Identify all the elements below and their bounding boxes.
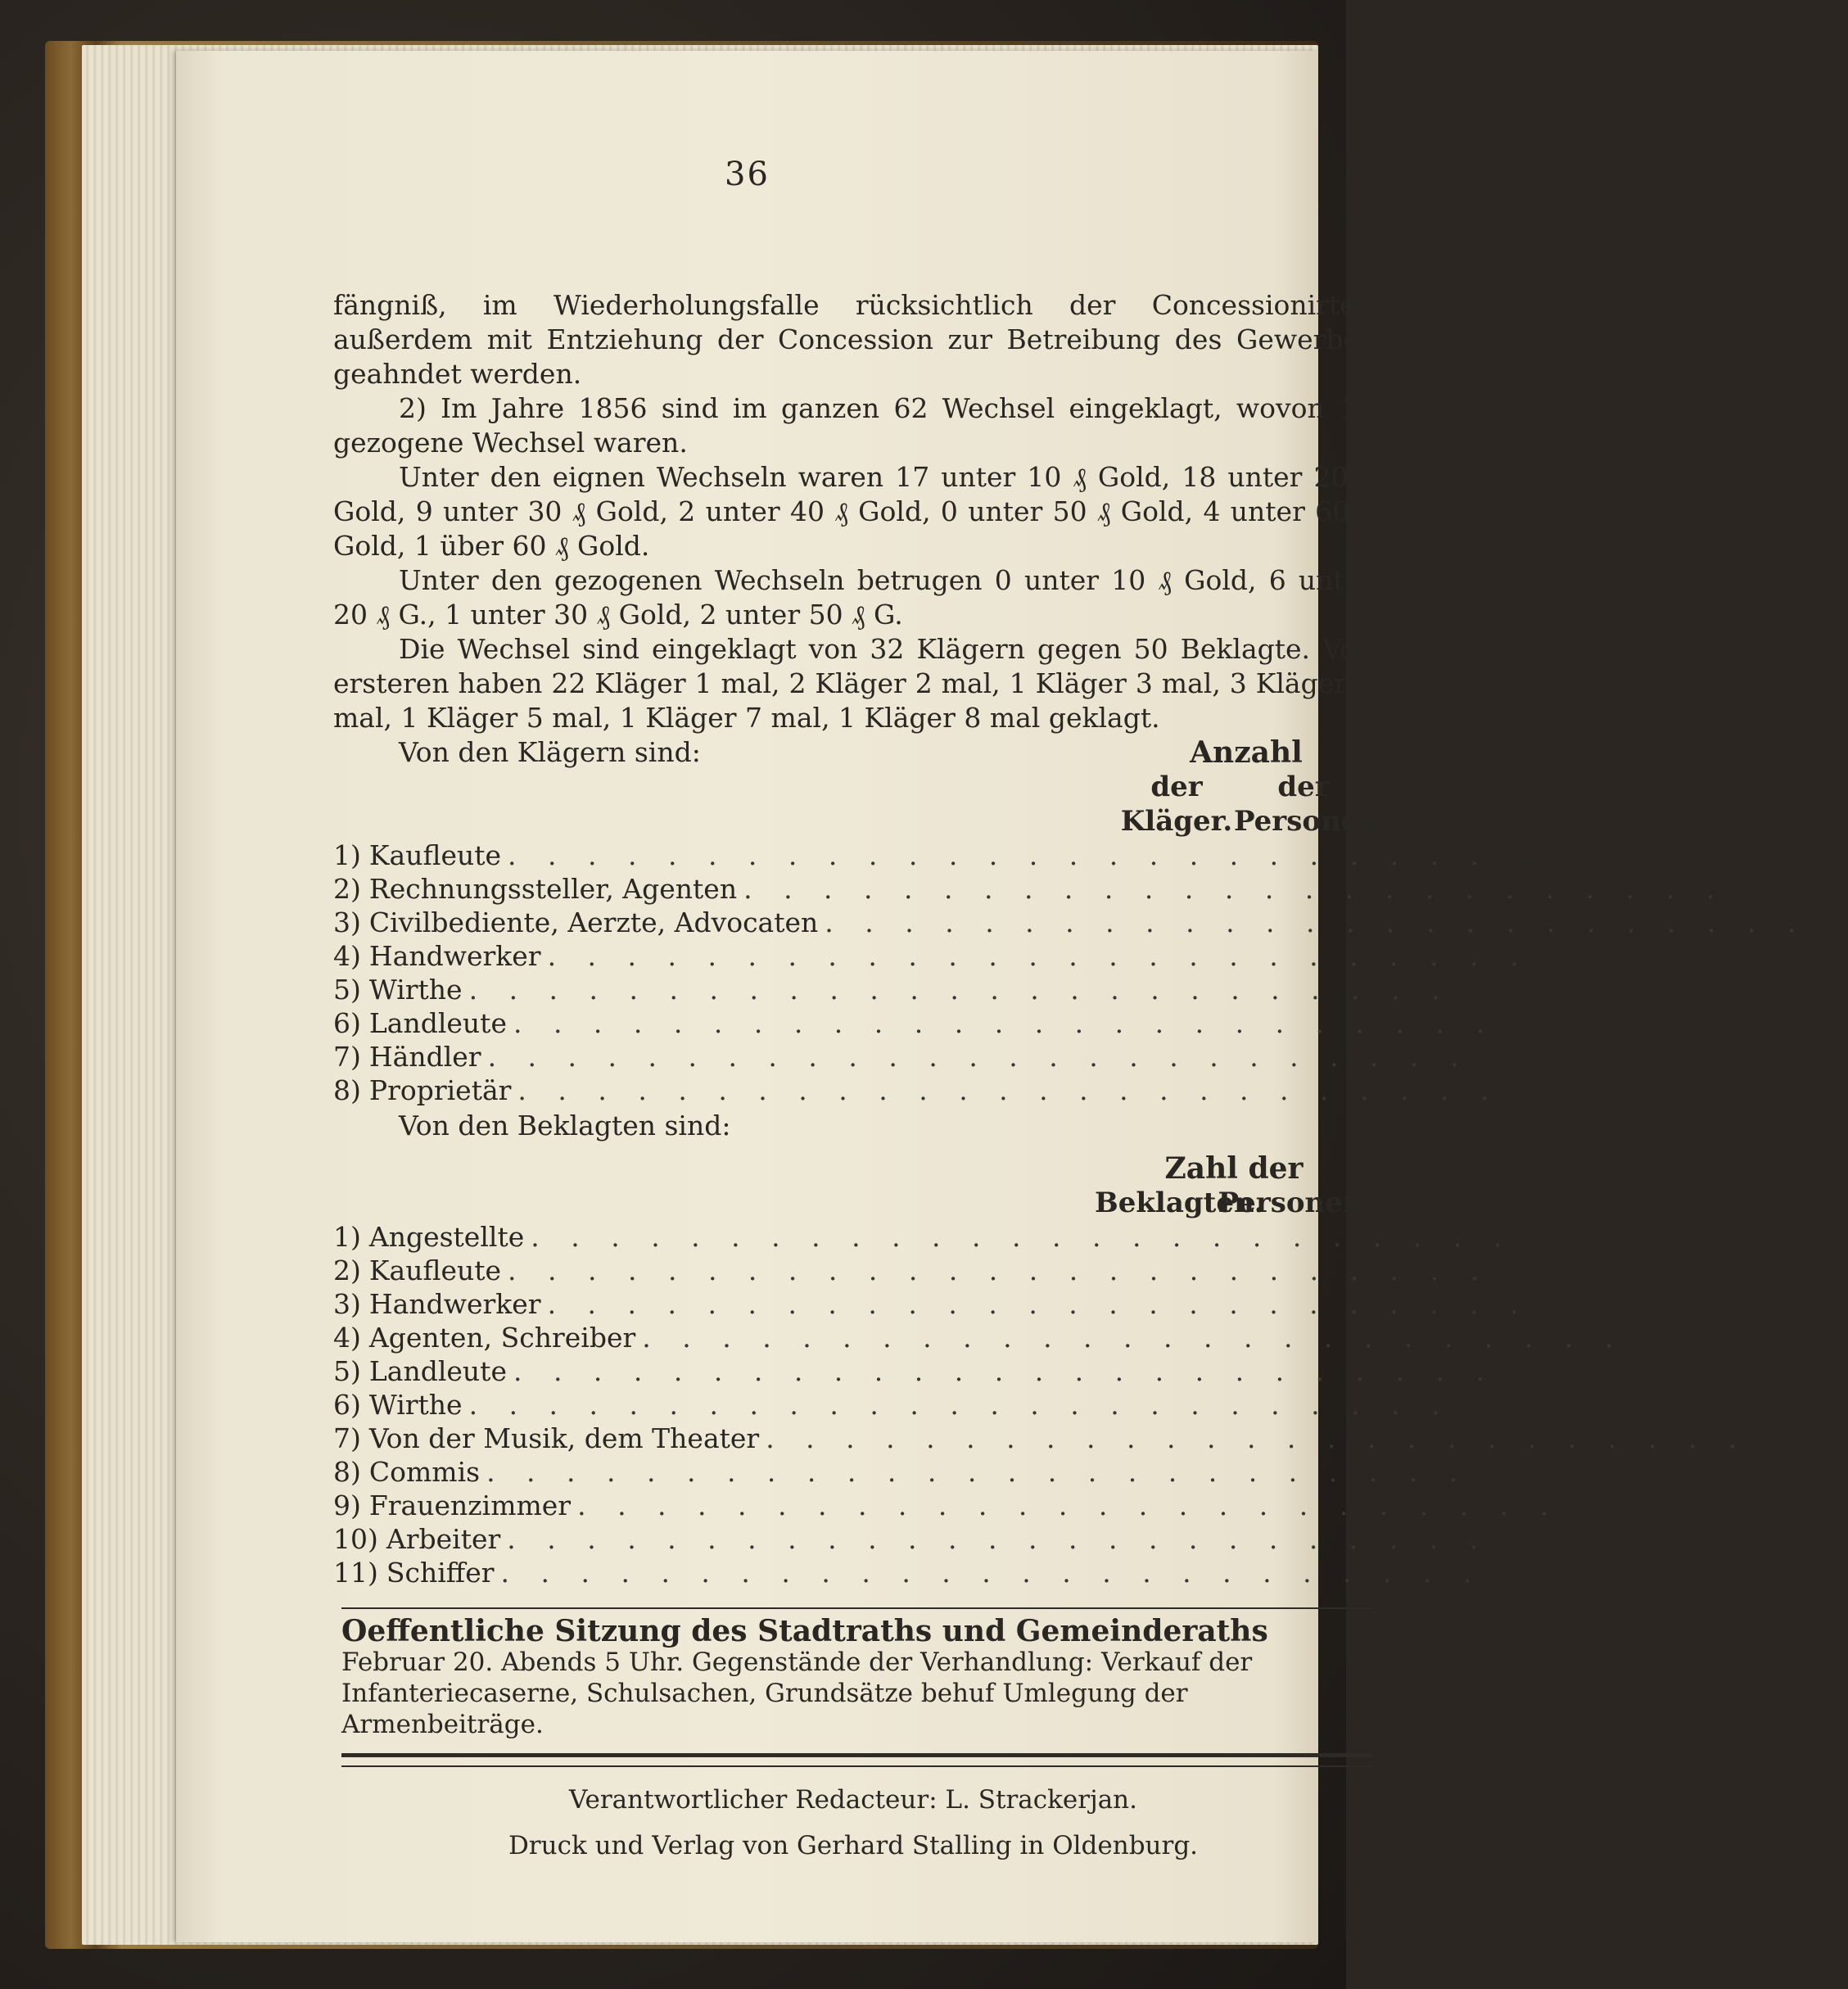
- plaintiffs-row-label: Kaufleute: [368, 839, 502, 871]
- defendants-row-persons: 3: [1475, 1389, 1493, 1421]
- defendants-row-number: 10): [333, 1523, 378, 1555]
- defendants-row-count: 4: [1497, 1254, 1515, 1286]
- defendants-row-persons: 1: [1507, 1557, 1525, 1589]
- page-number: 36: [725, 156, 770, 193]
- leader-dots: . . . . . . . . . . . . . . . . . . . . . . . . .: [531, 1221, 1514, 1253]
- plaintiffs-row-persons: 2: [1553, 940, 1571, 972]
- defendants-row-count: 1: [1566, 1489, 1584, 1521]
- defendants-row-count: 4: [1496, 1523, 1514, 1555]
- defendants-row-label: Wirthe: [368, 1389, 463, 1421]
- defendants-row-number: 6): [333, 1389, 361, 1421]
- plaintiffs-header-top: Anzahl: [1190, 735, 1303, 770]
- leader-dots: . . . . . . . . . . . . . . . . . . . . . . . . .: [487, 1041, 1471, 1073]
- defendants-row: [333, 1556, 1525, 1589]
- defendants-row-count: 2: [1631, 1322, 1649, 1354]
- plaintiffs-col-personen: der Personen.: [1234, 771, 1389, 838]
- plaintiffs-row-count: 1: [1507, 1074, 1525, 1106]
- leader-dots: . . . . . . . . . . . . . . . . . . . . . . . . .: [513, 1007, 1496, 1039]
- plaintiffs-col-klaeger: der Kläger.: [1120, 771, 1233, 838]
- paragraph-2: 2) Im Jahre 1856 sind im ganzen 62 Wechsel eingeklagt, wovon 11 gezogene Wechsel waren.: [333, 392, 1373, 459]
- defendants-row: [333, 1321, 1666, 1354]
- plaintiffs-row-persons: 1: [1524, 1074, 1542, 1106]
- leader-dots: . . . . . . . . . . . . . . . . . . . . . . . . .: [468, 1389, 1452, 1421]
- defendants-col-personen: Personen.: [1218, 1187, 1373, 1219]
- defendants-row-persons: 1: [1584, 1489, 1602, 1521]
- defendants-header: [333, 1186, 1373, 1220]
- defendants-row-persons: 9: [1536, 1355, 1554, 1387]
- plaintiffs-row-number: 1): [333, 839, 361, 871]
- defendants-row-label: Landleute: [368, 1355, 507, 1387]
- section-divider: [341, 1607, 1373, 1609]
- plaintiffs-row-persons: 5: [1767, 873, 1785, 905]
- defendants-row-number: 9): [333, 1489, 361, 1521]
- plaintiffs-row-label: Civilbediente, Aerzte, Advocaten: [368, 906, 819, 938]
- plaintiffs-row-count: 3: [1502, 1007, 1520, 1039]
- plaintiffs-row: [333, 1040, 1511, 1074]
- defendants-row-label: Arbeiter: [386, 1523, 501, 1555]
- defendants-row-persons: 2: [1648, 1322, 1666, 1354]
- defendants-row: [333, 1489, 1602, 1522]
- plaintiffs-row-label: Handwerker: [368, 940, 541, 972]
- defendants-table: [333, 1220, 1790, 1589]
- paragraph-3: Unter den eignen Wechseln waren 17 unter 10 ₰ Gold, 18 unter 20 ₰ Gold, 9 unter 30 ₰ Gold, 2 unter 40 ₰ Gold, 0 unter 50 ₰ Gold, 4 unter 60 ₰ Gold, 1 über 60 ₰ Gold.: [333, 461, 1373, 562]
- plaintiffs-table: [333, 839, 1848, 1107]
- book-page: [176, 51, 1848, 1942]
- paragraph-5: Die Wechsel sind eingeklagt von 32 Klägern gegen 50 Beklagte. Von ersteren haben 22 Kläger 1 mal, 2 Kläger 2 mal, 1 Kläger 3 mal, 3 Kläger 4 mal, 1 Kläger 5 mal, 1 Kläger 7 mal, 1 Kläger 8 mal geklagt.: [333, 633, 1373, 734]
- defendants-row-count: 6: [1457, 1389, 1475, 1421]
- defendants-row-label: Kaufleute: [368, 1254, 502, 1286]
- plaintiffs-row: [333, 1006, 1537, 1040]
- defendants-row-label: Von der Musik, dem Theater: [368, 1422, 760, 1454]
- leader-dots: . . . . . . . . . . . . . . . . . . . . . . . . .: [513, 1355, 1496, 1387]
- plaintiffs-row-label: Händler: [368, 1041, 481, 1073]
- plaintiffs-row-count: 15: [1733, 873, 1768, 905]
- defendants-row: [333, 1522, 1531, 1556]
- leader-dots: . . . . . . . . . . . . . . . . . . . . . . . . .: [507, 1523, 1490, 1555]
- leader-dots: . . . . . . . . . . . . . . . . . . . . . . . . .: [642, 1322, 1625, 1354]
- defendants-section: [333, 1109, 1790, 1589]
- defendants-row-persons: 14: [1570, 1288, 1606, 1320]
- defendants-row-persons: 7: [1537, 1221, 1555, 1253]
- defendants-row: [333, 1220, 1555, 1254]
- leader-dots: . . . . . . . . . . . . . . . . . . . . . . . . .: [500, 1557, 1484, 1589]
- defendants-col-beklagten: Beklagten.: [1095, 1187, 1264, 1219]
- plaintiffs-row-persons: 4: [1831, 906, 1848, 938]
- defendants-row-label: Handwerker: [368, 1288, 541, 1320]
- plaintiffs-row-label: Wirthe: [368, 974, 463, 1006]
- plaintiffs-row-count: 34: [1497, 839, 1532, 871]
- plaintiffs-row-label: Rechnungssteller, Agenten: [368, 873, 738, 905]
- editor-line: Verantwortlicher Redacteur: L. Strackerjan.: [568, 1785, 1138, 1815]
- plaintiffs-intro: Von den Klägern sind:: [399, 736, 701, 768]
- notice-text: Februar 20. Abends 5 Uhr. Gegenstände der Verhandlung: Verkauf der Infanteriecaserne, Schulsachen, Grundsätze behuf Umlegung der Armenbeiträge.: [341, 1648, 1253, 1739]
- leader-dots: . . . . . . . . . . . . . . . . . . . . . . . . .: [743, 873, 1727, 905]
- leader-dots: . . . . . . . . . . . . . . . . . . . . . . . . .: [766, 1422, 1749, 1454]
- notice-title: Oeffentliche Sitzung des Stadtraths und Gemeinderaths: [341, 1614, 1268, 1648]
- plaintiffs-row-persons: 15: [1531, 839, 1566, 871]
- defendants-row-persons: 6: [1772, 1422, 1790, 1454]
- defendants-row-label: Schiffer: [386, 1557, 495, 1589]
- leader-dots: . . . . . . . . . . . . . . . . . . . . . . . . .: [508, 839, 1491, 871]
- defendants-row-count: 10: [1502, 1355, 1537, 1387]
- plaintiffs-row: [333, 973, 1493, 1006]
- defendants-header-top: Zahl der: [1164, 1151, 1304, 1186]
- footer-rule: [341, 1753, 1373, 1767]
- plaintiffs-row: [333, 839, 1566, 872]
- council-notice: [341, 1616, 1373, 1740]
- defendants-row-label: Agenten, Schreiber: [368, 1322, 636, 1354]
- plaintiffs-row-persons: 1: [1493, 1041, 1511, 1073]
- defendants-row-number: 1): [333, 1221, 361, 1253]
- plaintiffs-row: [333, 872, 1785, 906]
- plaintiffs-row-count: 5: [1814, 906, 1832, 938]
- plaintiffs-row-number: 4): [333, 940, 361, 972]
- plaintiffs-row-label: Proprietär: [368, 1074, 512, 1106]
- plaintiffs-row: [333, 1074, 1542, 1107]
- defendants-row: [333, 1354, 1554, 1388]
- leader-dots: . . . . . . . . . . . . . . . . . . . . . . . . .: [468, 974, 1452, 1006]
- defendants-row: [333, 1455, 1511, 1489]
- defendants-row-label: Angestellte: [368, 1221, 525, 1253]
- plaintiffs-row-number: 3): [333, 906, 361, 938]
- defendants-row-number: 11): [333, 1557, 378, 1589]
- printer-line: Druck und Verlag von Gerhard Stalling in Oldenburg.: [508, 1831, 1199, 1860]
- leader-dots: . . . . . . . . . . . . . . . . . . . . . . . . .: [577, 1489, 1561, 1521]
- plaintiffs-row-number: 7): [333, 1041, 361, 1073]
- defendants-row-count: 6: [1755, 1422, 1773, 1454]
- defendants-row-count: 8: [1520, 1221, 1538, 1253]
- plaintiffs-row-count: 1: [1457, 974, 1475, 1006]
- defendants-row-persons: 3: [1513, 1523, 1531, 1555]
- defendants-row-number: 5): [333, 1355, 361, 1387]
- leader-dots: . . . . . . . . . . . . . . . . . . . . . . . . .: [486, 1456, 1470, 1488]
- defendants-intro: Von den Beklagten sind:: [399, 1110, 731, 1141]
- plaintiffs-row-persons: 3: [1519, 1007, 1537, 1039]
- defendants-row-label: Frauenzimmer: [368, 1489, 572, 1521]
- leader-dots: . . . . . . . . . . . . . . . . . . . . . . . . .: [825, 906, 1808, 938]
- plaintiffs-row: [333, 906, 1848, 939]
- defendants-row-count: 1: [1475, 1456, 1493, 1488]
- defendants-row-count: 1: [1489, 1557, 1507, 1589]
- leader-dots: . . . . . . . . . . . . . . . . . . . . . . . . .: [547, 1288, 1530, 1320]
- plaintiffs-row-number: 6): [333, 1007, 361, 1039]
- paragraph-1: fängniß, im Wiederholungsfalle rücksichtlich der Concessionirten außerdem mit Entziehung der Concession zur Betreibung des Gewerbes geahndet werden.: [333, 289, 1373, 390]
- defendants-row-number: 7): [333, 1422, 361, 1454]
- defendants-row-number: 4): [333, 1322, 361, 1354]
- plaintiffs-row-label: Landleute: [368, 1007, 507, 1039]
- defendants-row: [333, 1422, 1790, 1455]
- imprint: [333, 1777, 1373, 1869]
- plaintiffs-row-number: 2): [333, 873, 361, 905]
- plaintiffs-row-count: 2: [1536, 940, 1554, 972]
- plaintiffs-row-number: 5): [333, 974, 361, 1006]
- defendants-row-label: Commis: [368, 1456, 481, 1488]
- page-content: [333, 288, 1848, 1869]
- defendants-row-count: 19: [1536, 1288, 1571, 1320]
- plaintiffs-row: [333, 939, 1571, 973]
- leader-dots: . . . . . . . . . . . . . . . . . . . . . . . . .: [508, 1254, 1491, 1286]
- defendants-row-persons: 3: [1514, 1254, 1532, 1286]
- paragraph-4: Unter den gezogenen Wechseln betrugen 0 unter 10 ₰ Gold, 6 unter 20 ₰ G., 1 unter 30 ₰ Gold, 2 unter 50 ₰ G.: [333, 564, 1373, 631]
- plaintiffs-row-count: 1: [1476, 1041, 1494, 1073]
- defendants-row-persons: 1: [1493, 1456, 1511, 1488]
- defendants-row-number: 2): [333, 1254, 361, 1286]
- defendants-row: [333, 1287, 1606, 1321]
- plaintiffs-section: [333, 735, 1848, 1107]
- plaintiffs-row-number: 8): [333, 1074, 361, 1106]
- defendants-row: [333, 1388, 1493, 1422]
- plaintiffs-row-persons: 1: [1475, 974, 1493, 1006]
- leader-dots: . . . . . . . . . . . . . . . . . . . . . . . . .: [547, 940, 1530, 972]
- plaintiffs-header: [333, 770, 1389, 839]
- defendants-row-number: 8): [333, 1456, 361, 1488]
- defendants-row-number: 3): [333, 1288, 361, 1320]
- leader-dots: . . . . . . . . . . . . . . . . . . . . . . . . .: [517, 1074, 1501, 1106]
- defendants-row: [333, 1254, 1532, 1287]
